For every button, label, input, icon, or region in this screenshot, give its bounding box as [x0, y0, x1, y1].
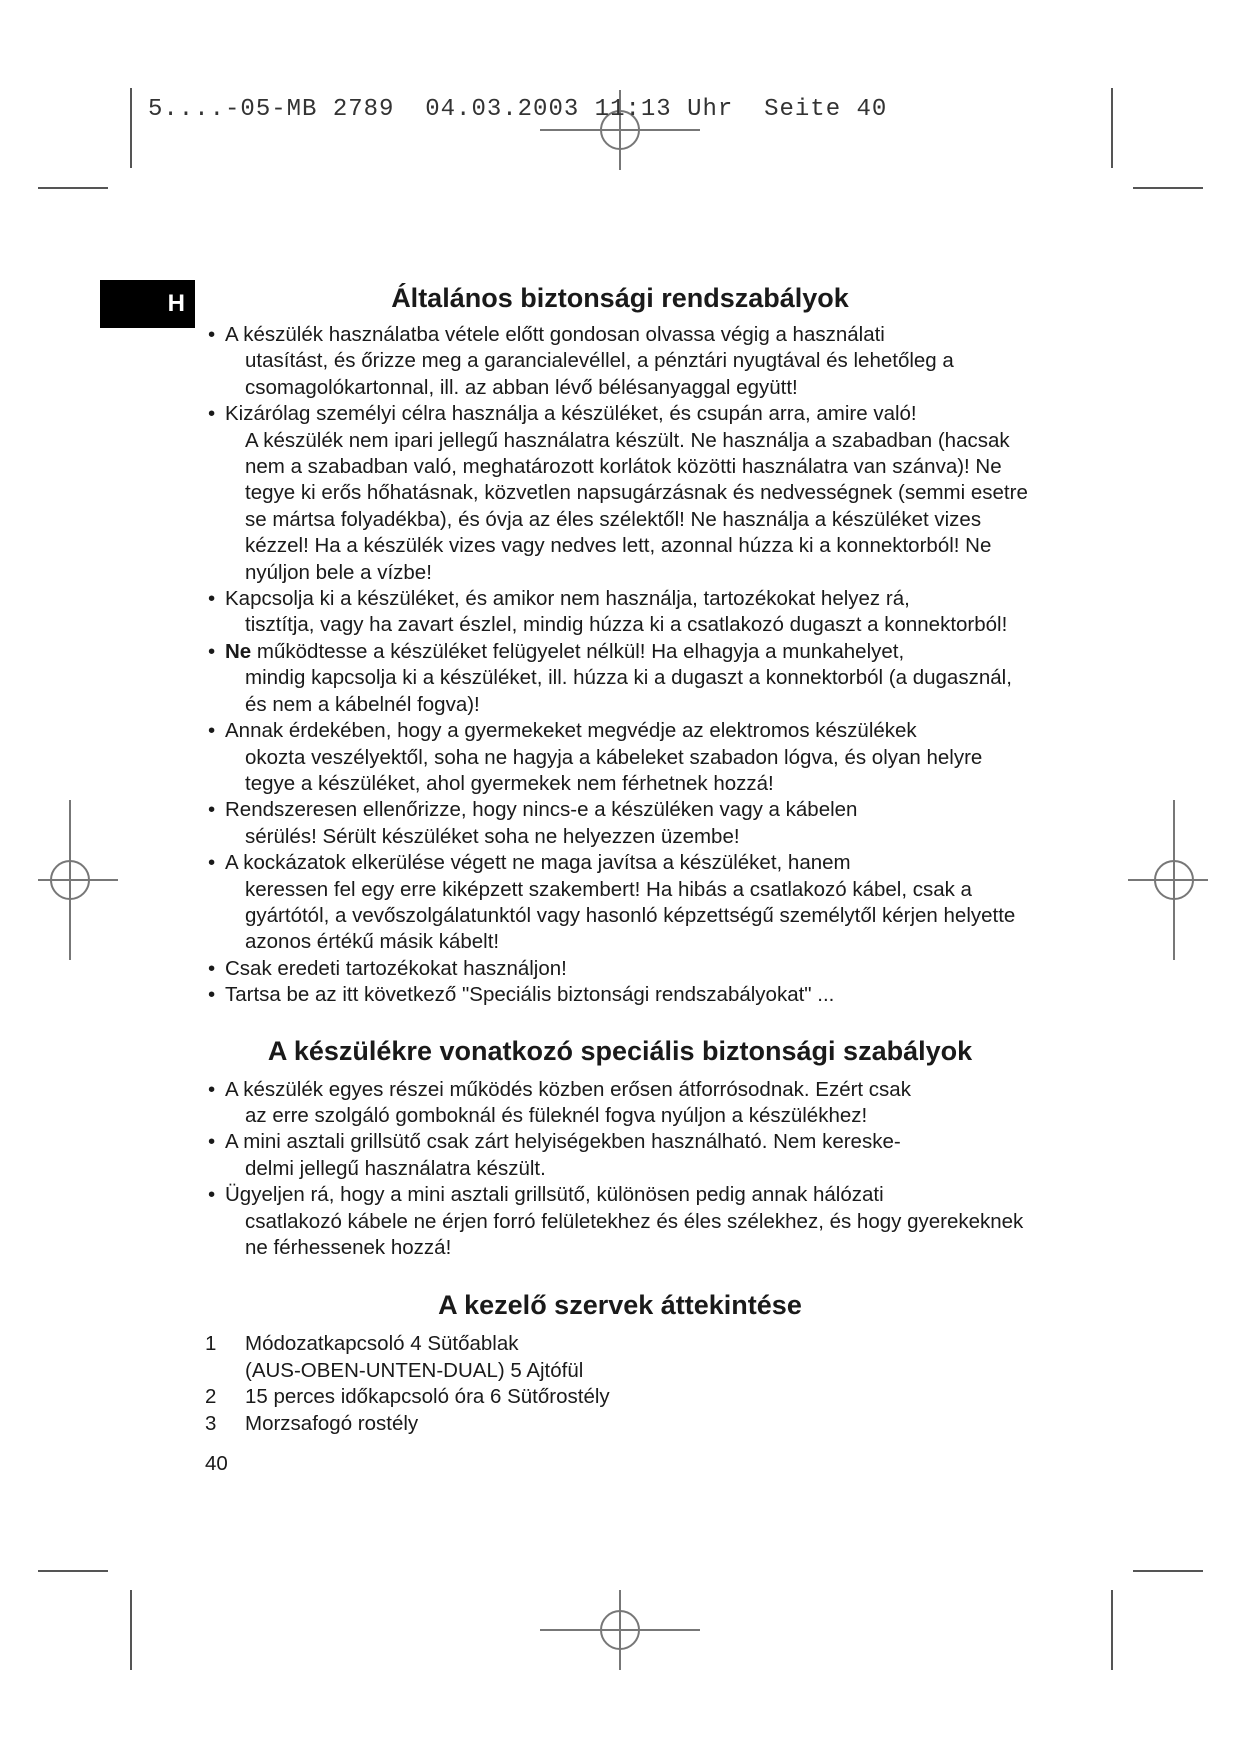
list-item: • Ügyeljen rá, hogy a mini asztali grillsütő, különösen pedig annak hálózati csatlakozó kábele ne érjen forró felületekhez és éles szélekhez, és hogy gyerekeknek ne férhessenek hozzá!	[205, 1182, 1035, 1261]
list-item: • Kapcsolja ki a készüléket, és amikor nem használja, tartozékokat helyez rá, tisztítja, vagy ha zavart észlel, mindig húzza ki a csatlakozó dugaszt a konnektorból!	[205, 586, 1035, 639]
crop-mark	[130, 1590, 132, 1670]
controls-line: 2 15 perces időkapcsoló óra 6 Sütőrostély	[205, 1385, 610, 1409]
list-item: • A kockázatok elkerülése végett ne maga javítsa a készüléket, hanem keressen fel egy erre kiképzett szakembert! Ha hibás a csatlakozó kábel, csak a gyártótól, a vevőszolgálatunktól vagy hasonló képzettségű személytől kérjen helyette azonos értékű másik kábelt!	[205, 850, 1035, 956]
section-title: A készülékre vonatkozó speciális biztonsági szabályok	[267, 1035, 973, 1066]
crop-mark	[1133, 187, 1203, 189]
registration-mark-icon	[1128, 800, 1208, 960]
controls-list	[205, 1331, 1035, 1437]
list-item: • A készülék egyes részei működés közben erősen átforrósodnak. Ezért csak az erre szolgáló gomboknál és füleknél fogva nyúljon a készülékhez!	[205, 1077, 1035, 1130]
list-item: • Tartsa be az itt következő "Speciális biztonsági rendszabályokat" ...	[205, 982, 1035, 1008]
crop-mark	[38, 187, 108, 189]
list-item: • Rendszeresen ellenőrizze, hogy nincs-e a készüléken vagy a kábelen sérülés! Sérült készüléket soha ne helyezzen üzembe!	[205, 797, 1035, 850]
page-content	[205, 278, 1035, 1477]
controls-line: 1 Módozatkapcsoló 4 Sütőablak	[205, 1332, 519, 1356]
crop-mark	[1133, 1570, 1203, 1572]
crop-mark	[1111, 1590, 1113, 1670]
crop-mark	[130, 88, 132, 168]
crop-mark	[38, 1570, 108, 1572]
list-item: • Kizárólag személyi célra használja a készüléket, és csupán arra, amire való! A készülék nem ipari jellegű használatra készült. Ne használja a szabadban (hacsak nem a szabadban való, meghatározott korlátok közötti használatra van szánva)! Ne tegye ki erős hőhatásnak, közvetlen napsugárzásnak és nedvességnek (semmi esetre se mártsa folyadékba), és óvja az éles szélektől! Ne használja a készüléket vizes kézzel! Ha a készülék vizes vagy nedves lett, azonnal húzza ki a konnektorból! Ne nyúljon bele a vízbe!	[205, 401, 1035, 586]
registration-mark-icon	[540, 1590, 700, 1670]
print-slug: 5....-05-MB 2789 04.03.2003 11:13 Uhr Seite 40	[148, 96, 888, 123]
safety-list	[205, 322, 1035, 1009]
crop-mark	[1111, 88, 1113, 168]
registration-mark-icon	[38, 800, 118, 960]
list-item: • Annak érdekében, hogy a gyermekeket megvédje az elektromos készülékek okozta veszélyektől, soha ne hagyja a kábeleket szabadon lógva, és olyan helyre tegye a készüléket, ahol gyermekek nem férhetnek hozzá!	[205, 718, 1035, 797]
controls-line: (AUS-OBEN-UNTEN-DUAL) 5 Ajtófül	[245, 1358, 584, 1382]
section-title: A kezelő szervek áttekintése	[438, 1290, 802, 1321]
language-tab: H	[100, 280, 195, 328]
section-title: Általános biztonsági rendszabályok	[391, 283, 849, 313]
list-item: • Ne működtesse a készüléket felügyelet nélkül! Ha elhagyja a munkahelyet, mindig kapcsolja ki a készüléket, ill. húzza ki a dugaszt a konnektorból (a dugasznál, és nem a kábelnél fogva)!	[205, 639, 1035, 718]
page-number: 40	[205, 1452, 228, 1476]
list-item: • Csak eredeti tartozékokat használjon!	[205, 956, 1035, 982]
special-safety-list	[205, 1077, 1035, 1262]
list-item: • A készülék használatba vétele előtt gondosan olvassa végig a használati utasítást, és őrizze meg a garancialevéllel, a pénztári nyugtával és lehetőleg a csomagolókartonnal, ill. az abban lévő bélésanyaggal együtt!	[205, 322, 1035, 401]
list-item: • A mini asztali grillsütő csak zárt helyiségekben használható. Nem kereske- delmi jellegű használatra készült.	[205, 1129, 1035, 1182]
controls-line: 3 Morzsafogó rostély	[205, 1411, 419, 1435]
